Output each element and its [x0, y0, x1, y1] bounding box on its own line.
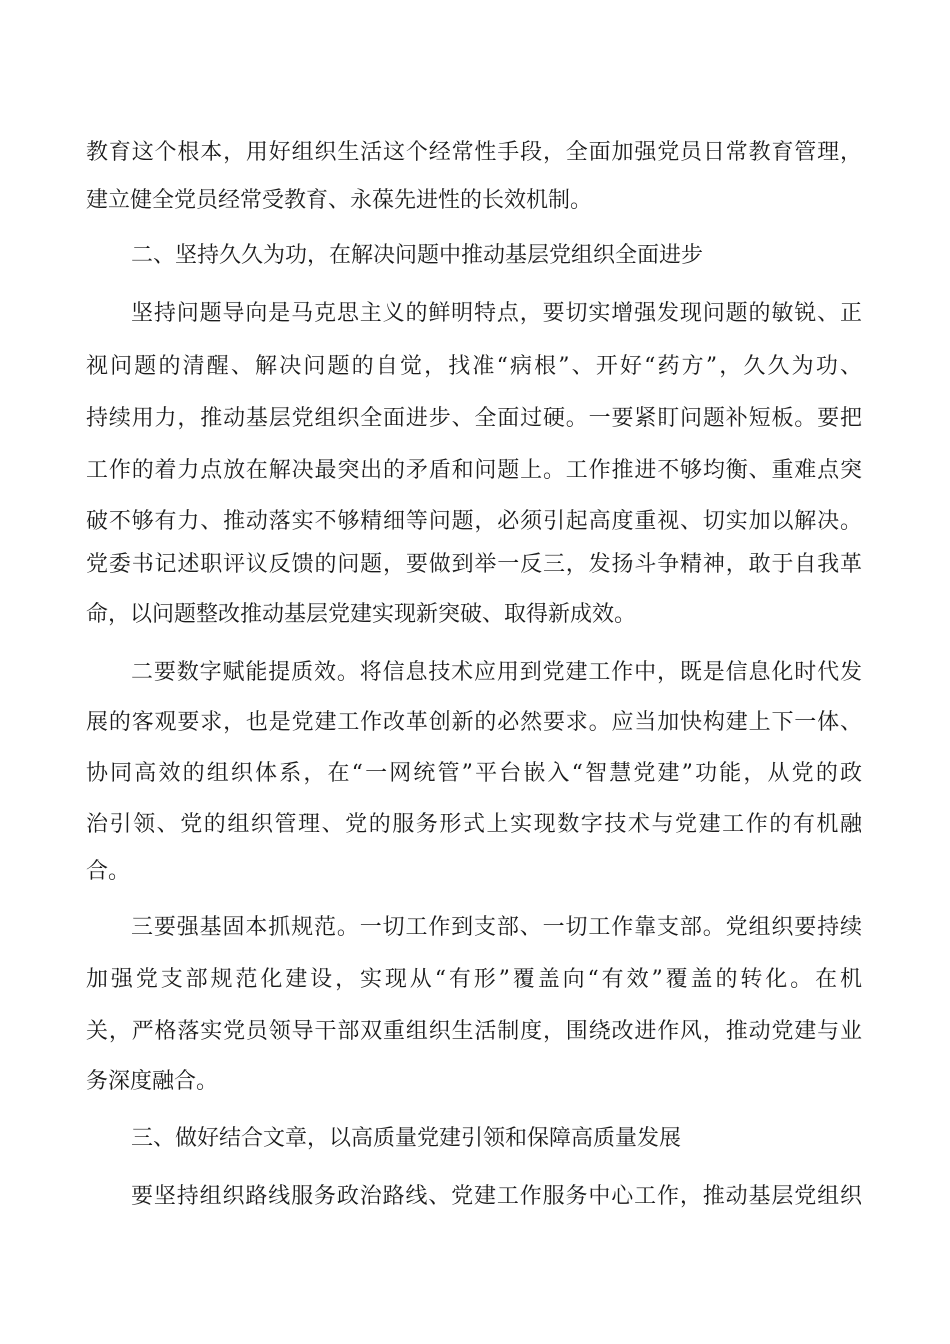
body-text-line: 展的客观要求，也是党建工作改革创新的必然要求。应当加快构建上下一体、: [86, 710, 862, 735]
body-text-line: 破不够有力、推动落实不够精细等问题，必须引起高度重视、切实加以解决。: [86, 509, 862, 534]
body-text-line: 协同高效的组织体系，在“一网统管”平台嵌入“智慧党建”功能，从党的政: [86, 761, 862, 786]
section-heading: 二、坚持久久为功，在解决问题中推动基层党组织全面进步: [131, 243, 704, 268]
body-text-line: 工作的着力点放在解决最突出的矛盾和问题上。工作推进不够均衡、重难点突: [86, 458, 862, 483]
paragraph-first-line: 坚持问题导向是马克思主义的鲜明特点，要切实增强发现问题的敏锐、正: [131, 301, 862, 326]
body-text-line: 治引领、党的组织管理、党的服务形式上实现数字技术与党建工作的有机融: [86, 812, 862, 837]
body-text-line: 视问题的清醒、解决问题的自觉，找准“病根”、开好“药方”，久久为功、: [86, 354, 862, 379]
body-text-line: 务深度融合。: [86, 1069, 219, 1094]
section-heading: 三、做好结合文章，以高质量党建引领和保障高质量发展: [131, 1126, 682, 1151]
body-text-line: 建立健全党员经常受教育、永葆先进性的长效机制。: [86, 188, 593, 213]
paragraph-first-line: 二要数字赋能提质效。将信息技术应用到党建工作中，既是信息化时代发: [131, 660, 862, 685]
paragraph-first-line: 要坚持组织路线服务政治路线、党建工作服务中心工作，推动基层党组织: [131, 1184, 862, 1209]
body-text-line: 教育这个根本，用好组织生活这个经常性手段，全面加强党员日常教育管理，: [86, 140, 862, 165]
body-text-line: 命，以问题整改推动基层党建实现新突破、取得新成效。: [86, 602, 637, 627]
paragraph-first-line: 三要强基固本抓规范。一切工作到支部、一切工作靠支部。党组织要持续: [131, 915, 862, 940]
body-text-line: 关，严格落实党员领导干部双重组织生活制度，围绕改进作风，推动党建与业: [86, 1019, 862, 1044]
body-text-line: 党委书记述职评议反馈的问题，要做到举一反三，发扬斗争精神，敢于自我革: [86, 552, 862, 577]
body-text-line: 持续用力，推动基层党组织全面进步、全面过硬。一要紧盯问题补短板。要把: [86, 406, 862, 431]
body-text-line: 加强党支部规范化建设，实现从“有形”覆盖向“有效”覆盖的转化。在机: [86, 967, 862, 992]
body-text-line: 合。: [86, 859, 131, 884]
